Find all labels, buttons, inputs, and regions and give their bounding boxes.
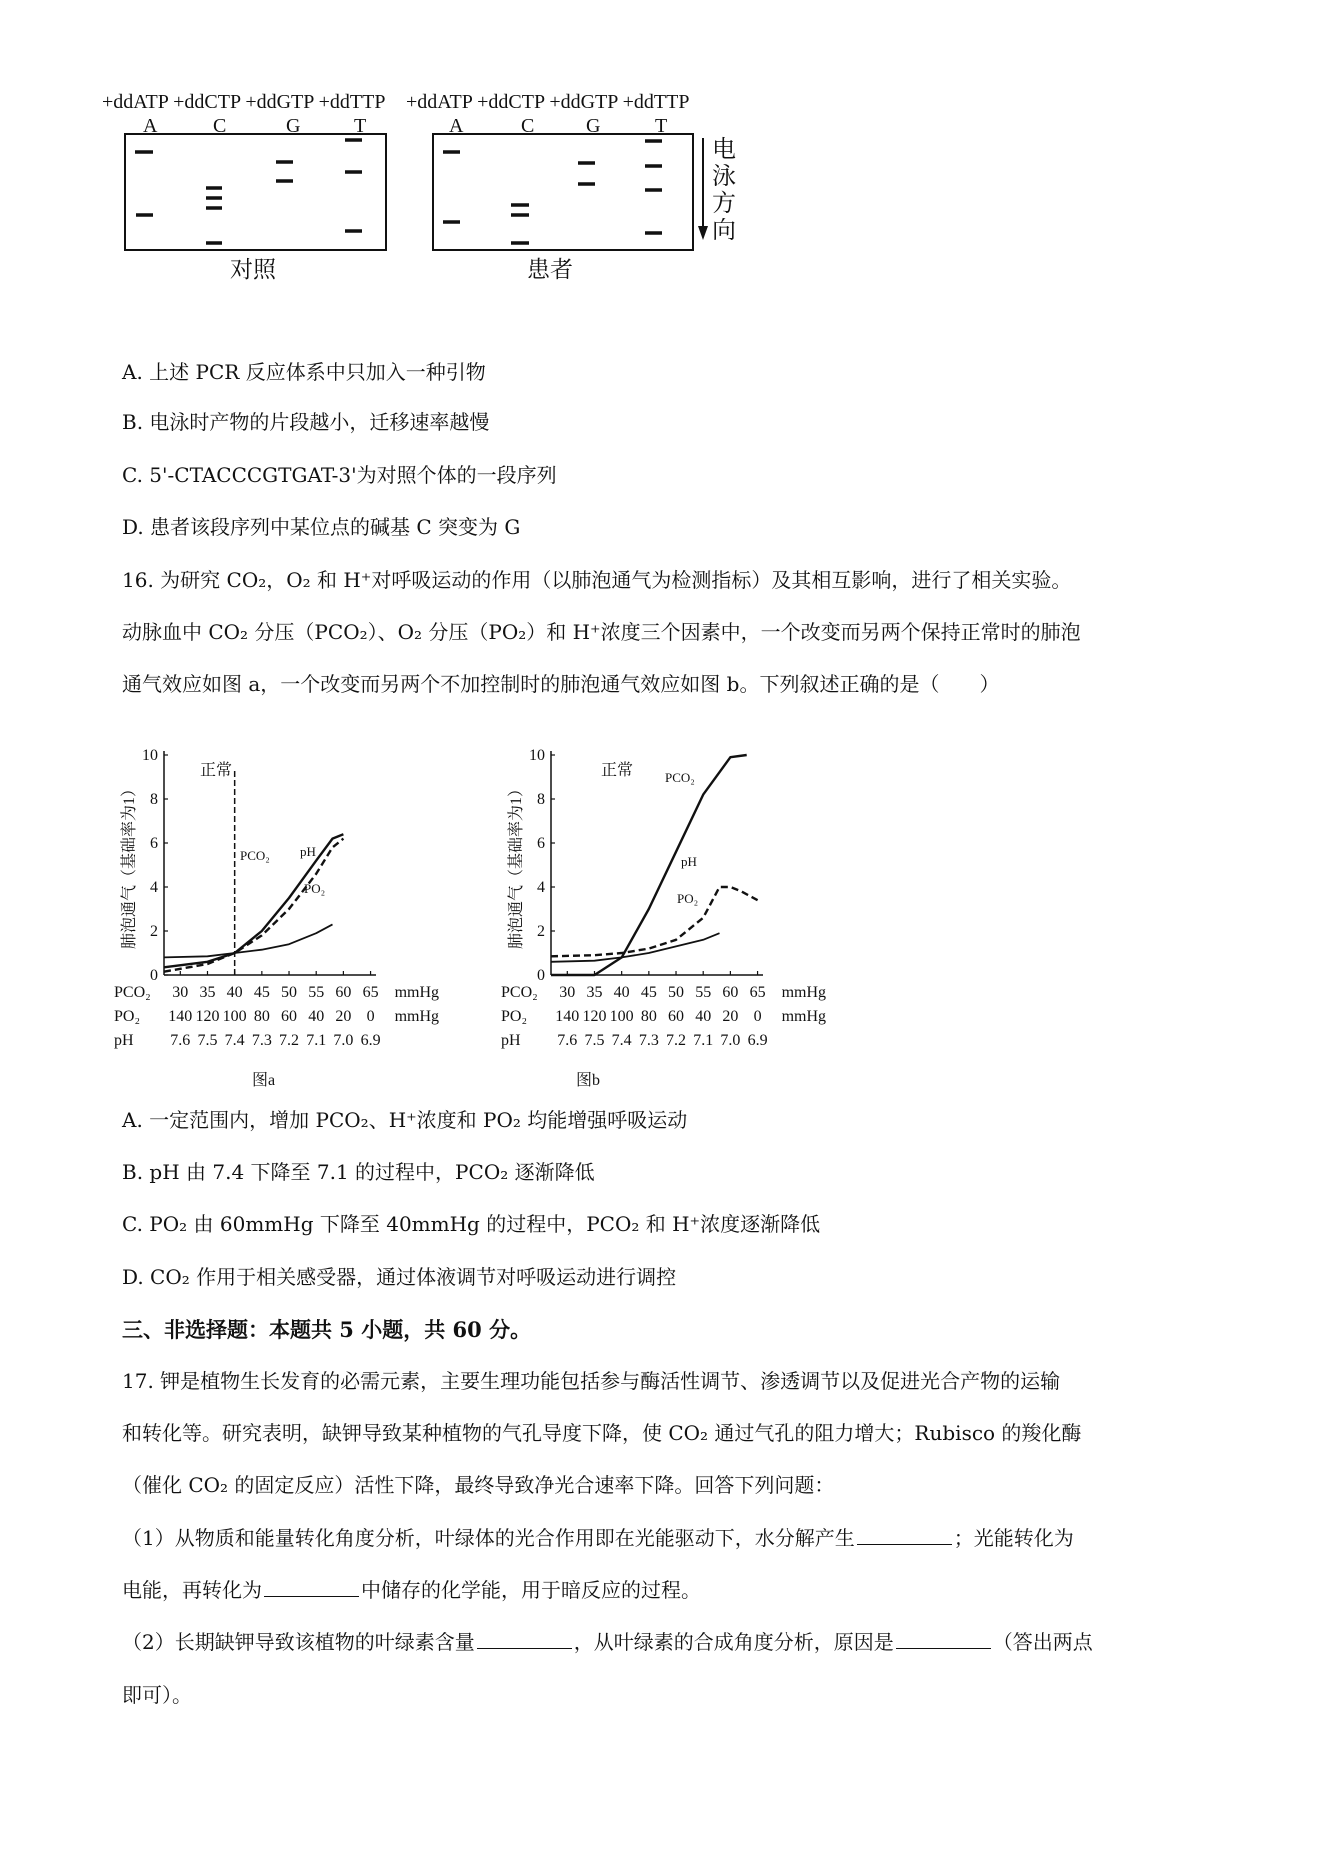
- x-row-label: PO₂: [501, 1008, 528, 1025]
- x-row-label: PO₂: [114, 1008, 141, 1025]
- x-tick-label: 65: [362, 984, 379, 1001]
- normal-label: 正常: [200, 762, 233, 779]
- x-tick-label: 6.9: [360, 1032, 381, 1049]
- lane-label-t: T: [655, 115, 668, 137]
- q16-option-d: D. CO₂ 作用于相关感受器，通过体液调节对呼吸运动进行调控: [122, 1265, 677, 1289]
- x-tick-label: 7.6: [170, 1032, 191, 1049]
- series-label: pH: [681, 854, 697, 869]
- series-label: PCO₂: [240, 848, 270, 863]
- x-tick-label: 45: [253, 984, 270, 1001]
- x-tick-label: 7.4: [611, 1032, 632, 1049]
- y-tick-label: 8: [150, 791, 158, 808]
- x-row-label: PCO₂: [501, 984, 538, 1001]
- y-tick-label: 2: [150, 923, 158, 940]
- x-tick-label: 100: [609, 1008, 634, 1025]
- chart-caption: 图b: [576, 1072, 601, 1089]
- y-tick-label: 2: [537, 923, 545, 940]
- y-axis-label: 肺泡通气（基础率为1）: [121, 780, 138, 950]
- y-tick-label: 6: [537, 835, 545, 852]
- q17-sub1-line2: 电能，再转化为 中储存的化学能，用于暗反应的过程。: [122, 1578, 701, 1602]
- chart-a: [114, 730, 458, 1089]
- x-tick-label: 50: [668, 984, 685, 1001]
- x-tick-label: 100: [222, 1008, 247, 1025]
- svg-text:向: 向: [712, 218, 736, 244]
- q15-option-a: A. 上述 PCR 反应体系中只加入一种引物: [122, 360, 486, 384]
- x-tick-label: mmHg: [394, 1008, 440, 1025]
- x-tick-label: 40: [695, 1008, 712, 1025]
- q17-stem-line1: 17. 钾是植物生长发育的必需元素，主要生理功能包括参与酶活性调节、渗透调节以及促进光合产物的运输: [122, 1369, 1061, 1393]
- lane-label-c: C: [521, 115, 535, 137]
- x-tick-label: 7.3: [251, 1032, 272, 1049]
- series-label: PCO₂: [665, 770, 695, 785]
- x-tick-label: 7.2: [666, 1032, 687, 1049]
- gel-header-left: +ddATP +ddCTP +ddGTP +ddTTP: [102, 91, 386, 113]
- svg-text:电: 电: [712, 137, 736, 163]
- x-tick-label: 120: [195, 1008, 220, 1025]
- svg-text:方: 方: [712, 191, 736, 217]
- x-tick-label: 7.0: [333, 1032, 354, 1049]
- electrophoresis-direction: [698, 136, 736, 244]
- answer-blank-3[interactable]: [477, 1630, 572, 1649]
- x-tick-label: 0: [753, 1008, 762, 1025]
- normal-label: 正常: [601, 762, 634, 779]
- series-label: PO₂: [677, 891, 699, 906]
- q17-sub2-line2: 即可）。: [122, 1683, 192, 1707]
- x-tick-label: 60: [335, 984, 352, 1001]
- q15-option-d: D. 患者该段序列中某位点的碱基 C 突变为 G: [122, 515, 521, 539]
- x-tick-label: 7.2: [279, 1032, 300, 1049]
- x-tick-label: mmHg: [781, 984, 827, 1001]
- lane-label-c: C: [213, 115, 227, 137]
- q17-stem-line2: 和转化等。研究表明，缺钾导致某种植物的气孔导度下降，使 CO₂ 通过气孔的阻力增大；Rubisco 的羧化酶: [122, 1421, 1082, 1445]
- x-tick-label: 40: [226, 984, 243, 1001]
- lane-label-a: A: [449, 115, 464, 137]
- gel-label-control: 对照: [230, 257, 276, 282]
- answer-blank-1[interactable]: [857, 1526, 952, 1545]
- x-tick-label: 140: [168, 1008, 193, 1025]
- x-tick-label: mmHg: [394, 984, 440, 1001]
- x-tick-label: 50: [281, 984, 298, 1001]
- lane-label-g: G: [586, 115, 601, 137]
- x-tick-label: mmHg: [781, 1008, 827, 1025]
- x-tick-label: 60: [281, 1008, 298, 1025]
- y-tick-label: 8: [537, 791, 545, 808]
- x-tick-label: 7.1: [693, 1032, 714, 1049]
- chart-caption: 图a: [252, 1072, 276, 1089]
- y-tick-label: 10: [529, 747, 545, 764]
- q17-sub2-line1: （2）长期缺钾导致该植物的叶绿素含量 ，从叶绿素的合成角度分析，原因是 （答出两点: [122, 1630, 1093, 1654]
- y-tick-label: 4: [537, 879, 545, 896]
- answer-blank-2[interactable]: [264, 1578, 359, 1597]
- series-label: PO₂: [304, 881, 326, 896]
- x-tick-label: 55: [695, 984, 712, 1001]
- x-tick-label: 7.1: [306, 1032, 327, 1049]
- q16-option-b: B. pH 由 7.4 下降至 7.1 的过程中，PCO₂ 逐渐降低: [122, 1160, 595, 1184]
- q15-option-c: C. 5'-CTACCCGTGAT-3'为对照个体的一段序列: [122, 463, 557, 487]
- x-tick-label: 7.5: [584, 1032, 605, 1049]
- q17-stem-line3: （催化 CO₂ 的固定反应）活性下降，最终导致净光合速率下降。回答下列问题：: [122, 1473, 835, 1497]
- x-tick-label: 80: [253, 1008, 270, 1025]
- x-tick-label: 0: [366, 1008, 375, 1025]
- x-tick-label: 120: [582, 1008, 607, 1025]
- x-tick-label: 40: [613, 984, 630, 1001]
- lane-label-a: A: [143, 115, 158, 137]
- y-tick-label: 0: [537, 967, 545, 984]
- lane-label-g: G: [286, 115, 301, 137]
- answer-blank-4[interactable]: [896, 1630, 991, 1649]
- y-tick-label: 6: [150, 835, 158, 852]
- x-tick-label: 6.9: [747, 1032, 768, 1049]
- x-tick-label: 35: [586, 984, 603, 1001]
- lane-label-t: T: [354, 115, 367, 137]
- gel-label-patient: 患者: [527, 257, 573, 282]
- x-tick-label: 7.4: [224, 1032, 245, 1049]
- q16-option-c: C. PO₂ 由 60mmHg 下降至 40mmHg 的过程中，PCO₂ 和 H⁺浓度逐渐降低: [122, 1212, 821, 1236]
- series-line-2: [551, 933, 720, 962]
- x-tick-label: 80: [640, 1008, 657, 1025]
- q16-stem-line2: 动脉血中 CO₂ 分压（PCO₂）、O₂ 分压（PO₂）和 H⁺浓度三个因素中，一个改变而另两个保持正常时的肺泡: [122, 620, 1081, 644]
- x-tick-label: 40: [308, 1008, 325, 1025]
- x-tick-label: 30: [172, 984, 189, 1001]
- x-row-label: pH: [501, 1032, 521, 1049]
- q17-sub1-line1: （1）从物质和能量转化角度分析，叶绿体的光合作用即在光能驱动下，水分解产生 ；光能转化为: [122, 1526, 1074, 1550]
- y-tick-label: 0: [150, 967, 158, 984]
- q16-stem-line3: 通气效应如图 a，一个改变而另两个不加控制时的肺泡通气效应如图 b。下列叙述正确的是（ ）: [122, 672, 1000, 696]
- series-line-0: [551, 755, 747, 975]
- q16-option-a: A. 一定范围内，增加 PCO₂、H⁺浓度和 PO₂ 均能增强呼吸运动: [122, 1108, 688, 1132]
- x-tick-label: 65: [749, 984, 766, 1001]
- x-tick-label: 30: [559, 984, 576, 1001]
- x-tick-label: 7.5: [197, 1032, 218, 1049]
- x-tick-label: 140: [555, 1008, 580, 1025]
- x-tick-label: 45: [640, 984, 657, 1001]
- y-tick-label: 4: [150, 879, 158, 896]
- svg-text:泳: 泳: [712, 164, 736, 190]
- x-tick-label: 20: [335, 1008, 352, 1025]
- x-tick-label: 35: [199, 984, 216, 1001]
- chart-b: [501, 730, 885, 1089]
- x-row-label: pH: [114, 1032, 134, 1049]
- x-tick-label: 7.6: [557, 1032, 578, 1049]
- series-label: pH: [300, 844, 316, 859]
- x-tick-label: 60: [722, 984, 739, 1001]
- q15-option-b: B. 电泳时产物的片段越小，迁移速率越慢: [122, 410, 490, 434]
- gel-figure: [100, 84, 860, 294]
- y-tick-label: 10: [142, 747, 158, 764]
- x-tick-label: 20: [722, 1008, 739, 1025]
- y-axis-label: 肺泡通气（基础率为1）: [508, 780, 525, 950]
- gel-header-right: +ddATP +ddCTP +ddGTP +ddTTP: [406, 91, 690, 113]
- x-tick-label: 60: [668, 1008, 685, 1025]
- section3-heading: 三、非选择题：本题共 5 小题，共 60 分。: [122, 1317, 532, 1342]
- x-tick-label: 7.0: [720, 1032, 741, 1049]
- x-tick-label: 55: [308, 984, 325, 1001]
- x-tick-label: 7.3: [638, 1032, 659, 1049]
- q16-stem-line1: 16. 为研究 CO₂，O₂ 和 H⁺对呼吸运动的作用（以肺泡通气为检测指标）及其相互影响，进行了相关实验。: [122, 568, 1072, 592]
- x-row-label: PCO₂: [114, 984, 151, 1001]
